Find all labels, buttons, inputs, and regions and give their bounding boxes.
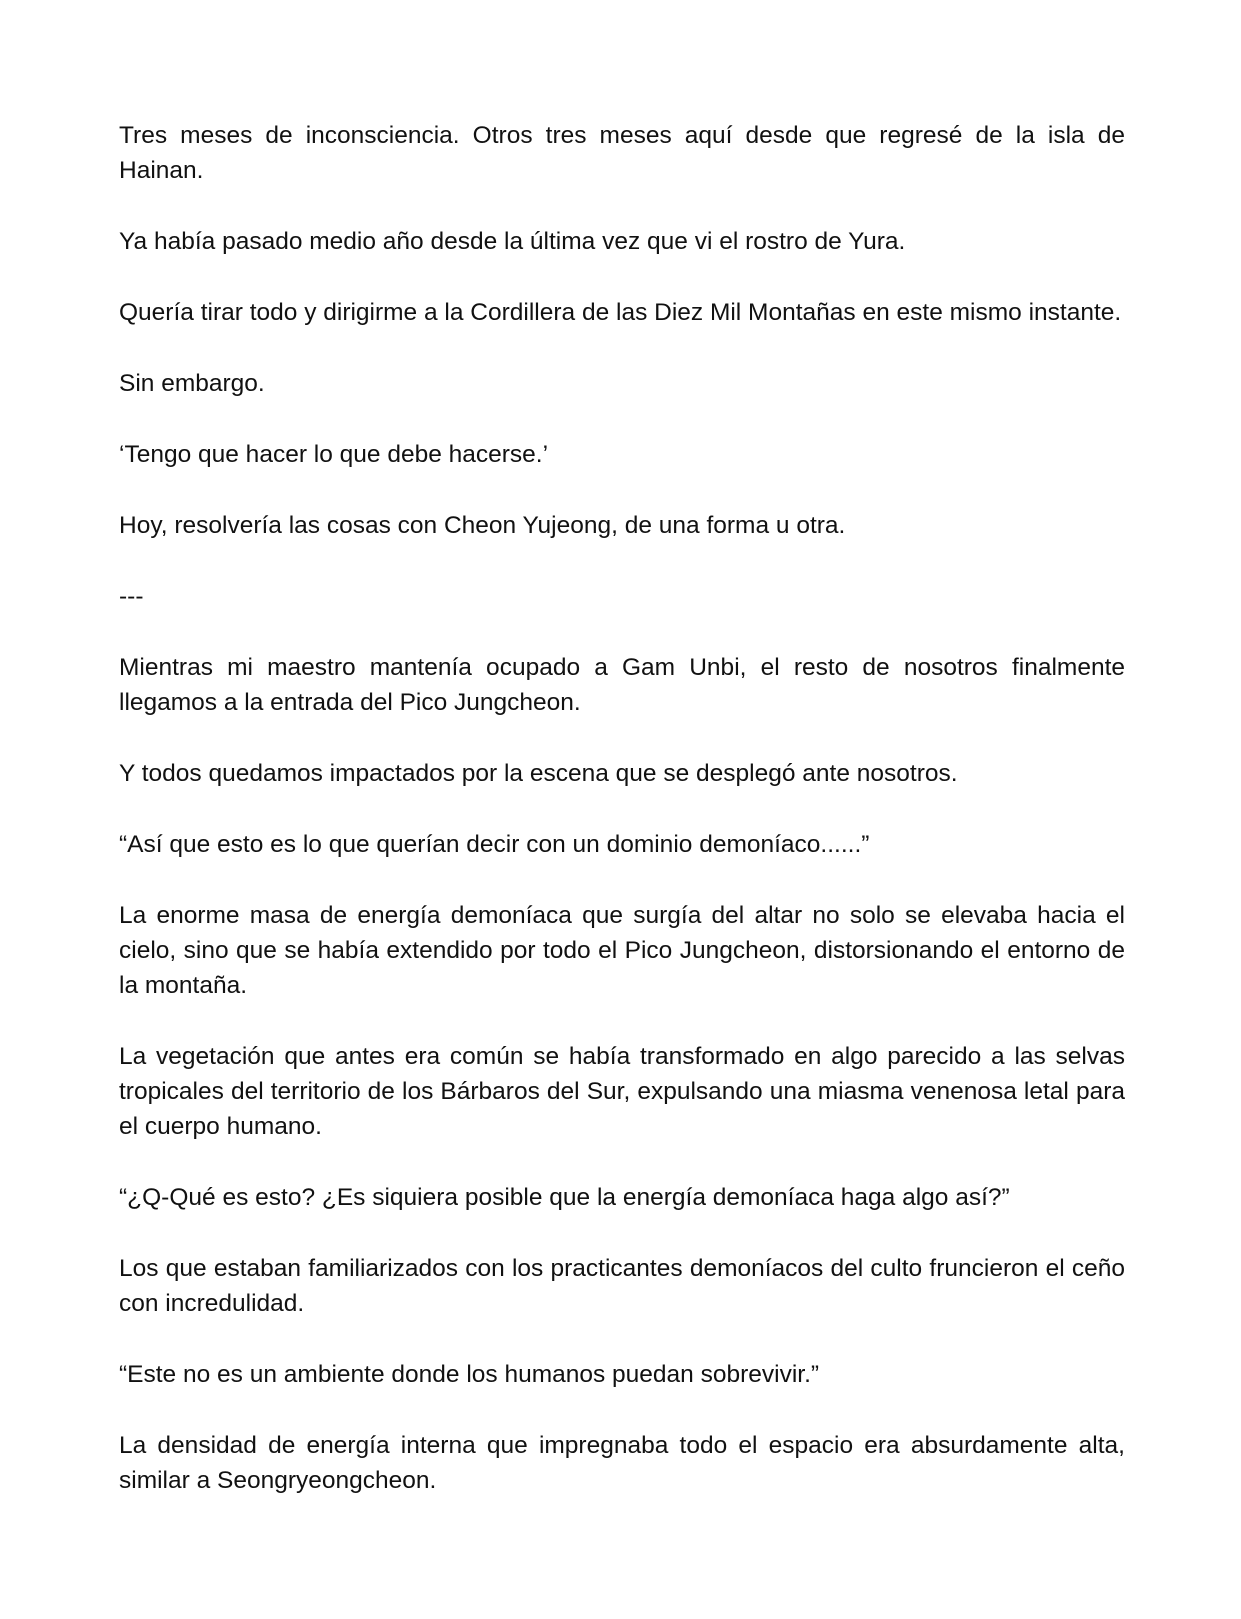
- scene-break: ---: [119, 583, 144, 610]
- paragraph: Hoy, resolvería las cosas con Cheon Yujeong, de una forma u otra.: [119, 512, 846, 539]
- paragraph: Ya había pasado medio año desde la última vez que vi el rostro de Yura.: [119, 228, 906, 255]
- paragraph: La enorme masa de energía demoníaca que surgía del altar no solo se elevaba hacia el cielo, sino que se había extendido por todo el Pico Jungcheon, distorsionando el entorno de la montaña.: [119, 902, 1125, 999]
- dialogue-paragraph: “¿Q-Qué es esto? ¿Es siquiera posible que la energía demoníaca haga algo así?”: [119, 1184, 1010, 1211]
- paragraph: ‘Tengo que hacer lo que debe hacerse.’: [119, 441, 549, 468]
- paragraph: Y todos quedamos impactados por la escena que se desplegó ante nosotros.: [119, 760, 958, 787]
- document-body: [119, 118, 1125, 1534]
- dialogue-paragraph: “Así que esto es lo que querían decir con un dominio demoníaco......”: [119, 831, 870, 858]
- paragraph: La vegetación que antes era común se había transformado en algo parecido a las selvas tropicales del territorio de los Bárbaros del Sur, expulsando una miasma venenosa letal para el cuerpo humano.: [119, 1043, 1125, 1140]
- paragraph: Quería tirar todo y dirigirme a la Cordillera de las Diez Mil Montañas en este mismo instante.: [119, 299, 1122, 326]
- dialogue-paragraph: “Este no es un ambiente donde los humanos puedan sobrevivir.”: [119, 1361, 820, 1388]
- paragraph: Sin embargo.: [119, 370, 265, 397]
- paragraph: Los que estaban familiarizados con los practicantes demoníacos del culto fruncieron el ceño con incredulidad.: [119, 1255, 1125, 1317]
- paragraph: Tres meses de inconsciencia. Otros tres meses aquí desde que regresé de la isla de Hainan.: [119, 122, 1125, 184]
- paragraph: Mientras mi maestro mantenía ocupado a Gam Unbi, el resto de nosotros finalmente llegamos a la entrada del Pico Jungcheon.: [119, 654, 1125, 716]
- paragraph: La densidad de energía interna que impregnaba todo el espacio era absurdamente alta, similar a Seongryeongcheon.: [119, 1432, 1125, 1494]
